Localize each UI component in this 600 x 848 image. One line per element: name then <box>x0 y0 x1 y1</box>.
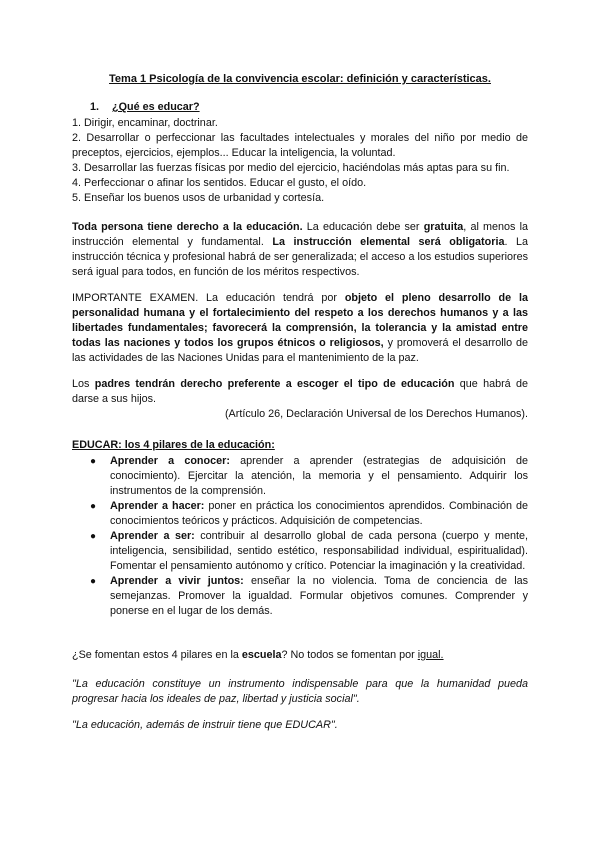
text: La educación debe ser <box>302 221 424 233</box>
quote-educar: "La educación, además de instruir tiene que EDUCAR". <box>72 719 338 731</box>
definition-item: 4. Perfeccionar o afinar los sentidos. Educar el gusto, el oído. <box>72 177 367 189</box>
definition-item: 2. Desarrollar o perfeccionar las facultades intelectuales y morales del niño por medio de preceptos, ejercicios, ejemplos... Educar la inteligencia, la voluntad. <box>72 132 528 159</box>
text: y promoverá el desarrollo de las actividades de las Naciones Unidas para el mantenimiento de la paz. <box>72 337 528 364</box>
underlined-text: igual. <box>417 649 444 661</box>
document-title: Tema 1 Psicología de la convivencia escolar: definición y características. <box>109 73 491 85</box>
pillar-text: contribuir al desarrollo global de cada persona (cuerpo y mente, inteligencia, sensibilidad, sentido estético, responsabilidad individual, espiritualidad). Fomentar el pensamiento autónomo y crítico. Potenciar la imaginación y la creatividad. <box>110 530 528 572</box>
paragraph-padres <box>72 377 528 422</box>
paragraph-right-to-education <box>72 220 528 280</box>
bullet-icon: ● <box>90 501 97 512</box>
pillar-text: aprender a aprender (estrategias de adquisición de conocimiento). Ejercitar la atención, la memoria y el pensamiento. Adquirir los instrumentos de la comprensión. <box>110 455 528 497</box>
list-item <box>72 529 528 574</box>
paragraph-importante-examen <box>72 291 528 366</box>
list-item <box>72 499 528 529</box>
list-item <box>72 454 528 499</box>
text: Los <box>72 378 95 390</box>
quote-humanidad: "La educación constituye un instrumento indispensable para que la humanidad pueda progresar hacia los ideales de paz, libertad y justicia social". <box>72 678 528 705</box>
bold-text: gratuita <box>423 221 464 233</box>
bullet-icon: ● <box>90 576 97 587</box>
pillars-heading: EDUCAR: los 4 pilares de la educación: <box>72 439 275 451</box>
list-item <box>72 574 528 619</box>
bullet-icon: ● <box>90 531 97 542</box>
bullet-icon: ● <box>90 456 97 467</box>
bold-text: escuela <box>241 649 282 661</box>
paragraph-question <box>72 648 528 663</box>
text: ? No todos se fomentan por <box>281 649 418 661</box>
citation: (Artículo 26, Declaración Universal de los Derechos Humanos). <box>224 408 528 420</box>
text: . La instrucción técnica y profesional habrá de ser generalizada; el acceso a los estudios superiores será igual para todos, en función de los méritos respectivos. <box>72 236 528 278</box>
bold-text: padres tendrán derecho preferente a escoger el tipo de educación <box>94 378 455 390</box>
text: que habrá de darse a sus hijos. <box>72 378 528 405</box>
definition-item: 5. Enseñar los buenos usos de urbanidad y cortesía. <box>72 192 325 204</box>
text: , al menos la instrucción elemental y fundamental. <box>72 221 529 248</box>
bold-text: Toda persona tiene derecho a la educación. <box>72 221 303 233</box>
definition-item: 1. Dirigir, encaminar, doctrinar. <box>72 117 218 129</box>
pillars-list <box>72 454 528 619</box>
definitions-list <box>72 116 528 206</box>
pillar-name: Aprender a vivir juntos: <box>110 575 244 587</box>
definition-item: 3. Desarrollar las fuerzas físicas por medio del ejercicio, haciéndolas más aptas para su fin. <box>72 162 510 174</box>
section-heading-text: ¿Qué es educar? <box>112 101 200 113</box>
text: ¿Se fomentan estos 4 pilares en la <box>72 649 242 661</box>
pillar-text: enseñar la no violencia. Toma de conciencia de las semejanzas. Promover la igualdad. Formular objetivos comunes. Comprender y ponerse en el lugar de los demás. <box>110 575 528 617</box>
text: IMPORTANTE EXAMEN. La educación tendrá por <box>72 292 345 304</box>
pillar-name: Aprender a ser: <box>110 530 195 542</box>
bold-text: La instrucción elemental será obligatoria <box>272 236 505 248</box>
pillar-name: Aprender a conocer: <box>110 455 230 467</box>
pillar-text: poner en práctica los conocimientos aprendidos. Combinación de conocimientos teóricos y prácticos. Adquisición de competencias. <box>110 500 528 527</box>
section-heading-que-es-educar <box>72 100 528 115</box>
section-number: 1. <box>90 101 100 113</box>
pillar-name: Aprender a hacer: <box>110 500 205 512</box>
bold-text: objeto el pleno desarrollo de la personalidad humana y el fortalecimiento del respeto a los derechos humanos y a las libertades fundamentales; favorecerá la comprensión, la tolerancia y la amistad entre todas las naciones y todos los grupos étnicos o religiosos, <box>72 292 528 349</box>
